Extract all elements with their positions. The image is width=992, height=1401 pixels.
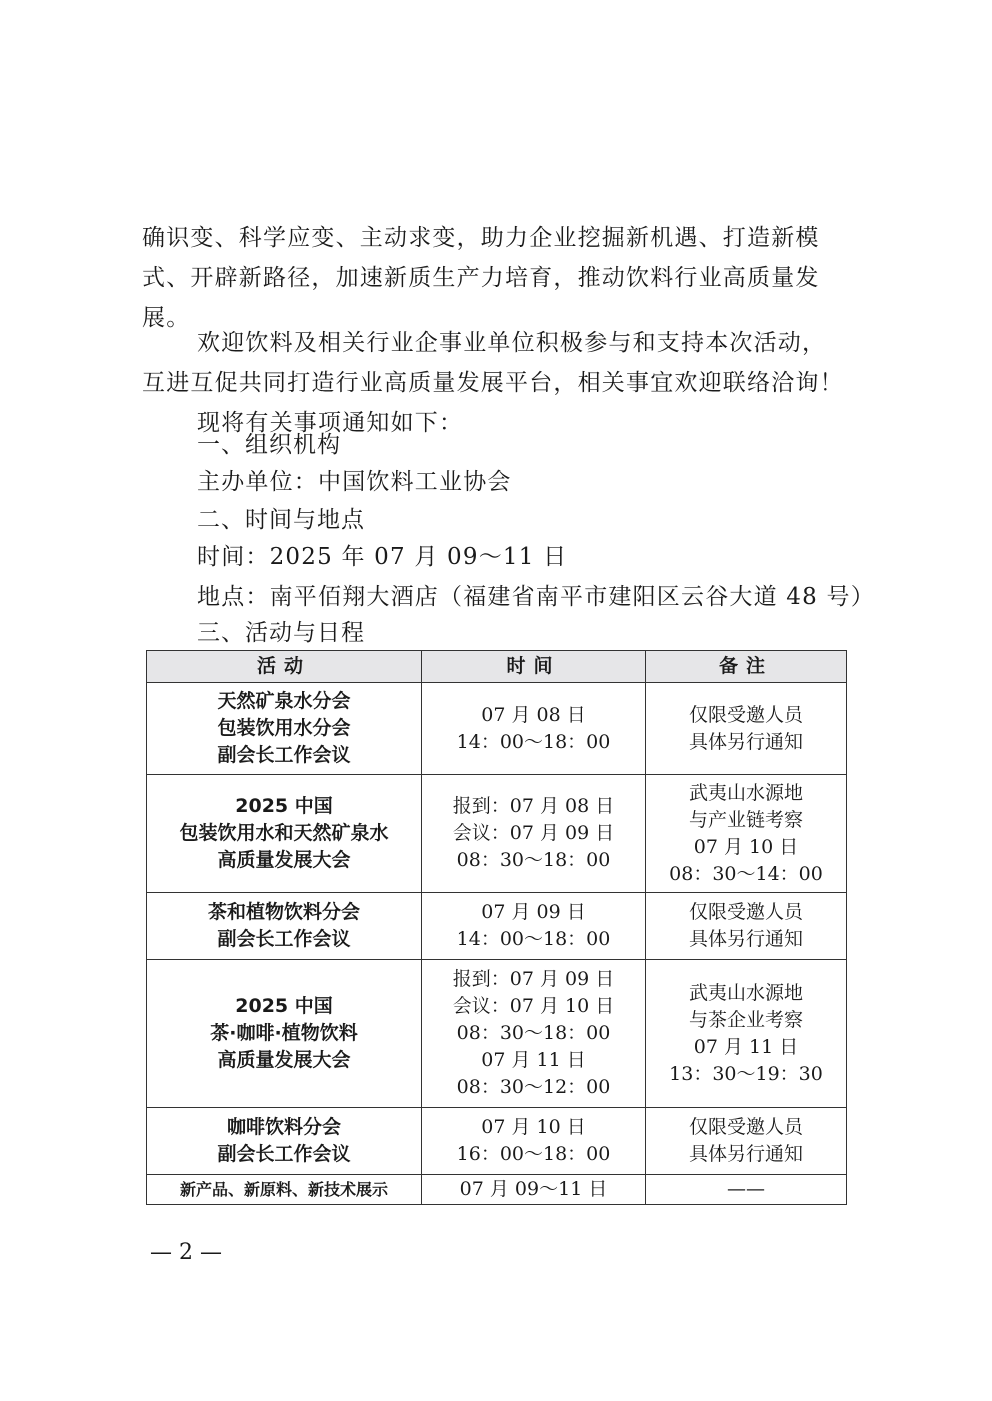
table-row	[147, 683, 847, 775]
note-cell: 仅限受邀人员 具体另行通知	[646, 893, 847, 960]
header-note: 备注	[646, 651, 847, 683]
schedule-table	[146, 650, 847, 1205]
section-1-heading: 一、组织机构	[197, 432, 341, 458]
time-cell: 报到：07 月 08 日 会议：07 月 09 日 08：30～18：00	[422, 775, 646, 893]
event-time-line: 时间：2025 年 07 月 09～11 日	[197, 544, 568, 570]
activity-cell: 天然矿泉水分会 包装饮用水分会 副会长工作会议	[147, 683, 422, 775]
event-location-line: 地点：南平佰翔大酒店（福建省南平市建阳区云谷大道 48 号）	[197, 584, 875, 610]
note-cell: 仅限受邀人员 具体另行通知	[646, 1108, 847, 1175]
table-row	[147, 960, 847, 1108]
header-time: 时间	[422, 651, 646, 683]
activity-cell: 咖啡饮料分会 副会长工作会议	[147, 1108, 422, 1175]
note-cell: 仅限受邀人员 具体另行通知	[646, 683, 847, 775]
paragraph-2-line-1: 欢迎饮料及相关行业企事业单位积极参与和支持本次活动，	[197, 330, 827, 356]
table-row	[147, 1108, 847, 1175]
table-row	[147, 1175, 847, 1205]
organizer-line: 主办单位：中国饮料工业协会	[197, 469, 512, 495]
table-row	[147, 775, 847, 893]
paragraph-3: 现将有关事项通知如下：	[197, 410, 464, 436]
activity-cell: 2025 中国 包装饮用水和天然矿泉水 高质量发展大会	[147, 775, 422, 893]
time-cell: 07 月 09～11 日	[422, 1175, 646, 1205]
activity-cell: 茶和植物饮料分会 副会长工作会议	[147, 893, 422, 960]
note-cell: ——	[646, 1175, 847, 1205]
paragraph-1-line-1: 确识变、科学应变、主动求变，助力企业挖掘新机遇、打造新模	[142, 225, 820, 251]
activity-cell: 2025 中国 茶·咖啡·植物饮料 高质量发展大会	[147, 960, 422, 1108]
table-header-row	[147, 651, 847, 683]
time-cell: 07 月 10 日 16：00～18：00	[422, 1108, 646, 1175]
time-cell: 07 月 09 日 14：00～18：00	[422, 893, 646, 960]
note-cell: 武夷山水源地 与茶企业考察 07 月 11 日 13：30～19：30	[646, 960, 847, 1108]
paragraph-1-line-2: 式、开辟新路径，加速新质生产力培育，推动饮料行业高质量发	[142, 265, 820, 291]
time-cell: 报到：07 月 09 日 会议：07 月 10 日 08：30～18：00 07 月 11 日 08：30～12：00	[422, 960, 646, 1108]
paragraph-2-line-2: 互进互促共同打造行业高质量发展平台，相关事宜欢迎联络洽询！	[142, 370, 844, 396]
table-row	[147, 893, 847, 960]
section-3-heading: 三、活动与日程	[197, 620, 365, 646]
header-activity: 活动	[147, 651, 422, 683]
note-cell: 武夷山水源地 与产业链考察 07 月 10 日 08：30～14：00	[646, 775, 847, 893]
time-cell: 07 月 08 日 14：00～18：00	[422, 683, 646, 775]
section-2-heading: 二、时间与地点	[197, 507, 365, 533]
activity-cell: 新产品、新原料、新技术展示	[147, 1175, 422, 1205]
page-number: — 2 —	[150, 1240, 222, 1265]
paragraph-1-line-3: 展。	[142, 305, 191, 331]
